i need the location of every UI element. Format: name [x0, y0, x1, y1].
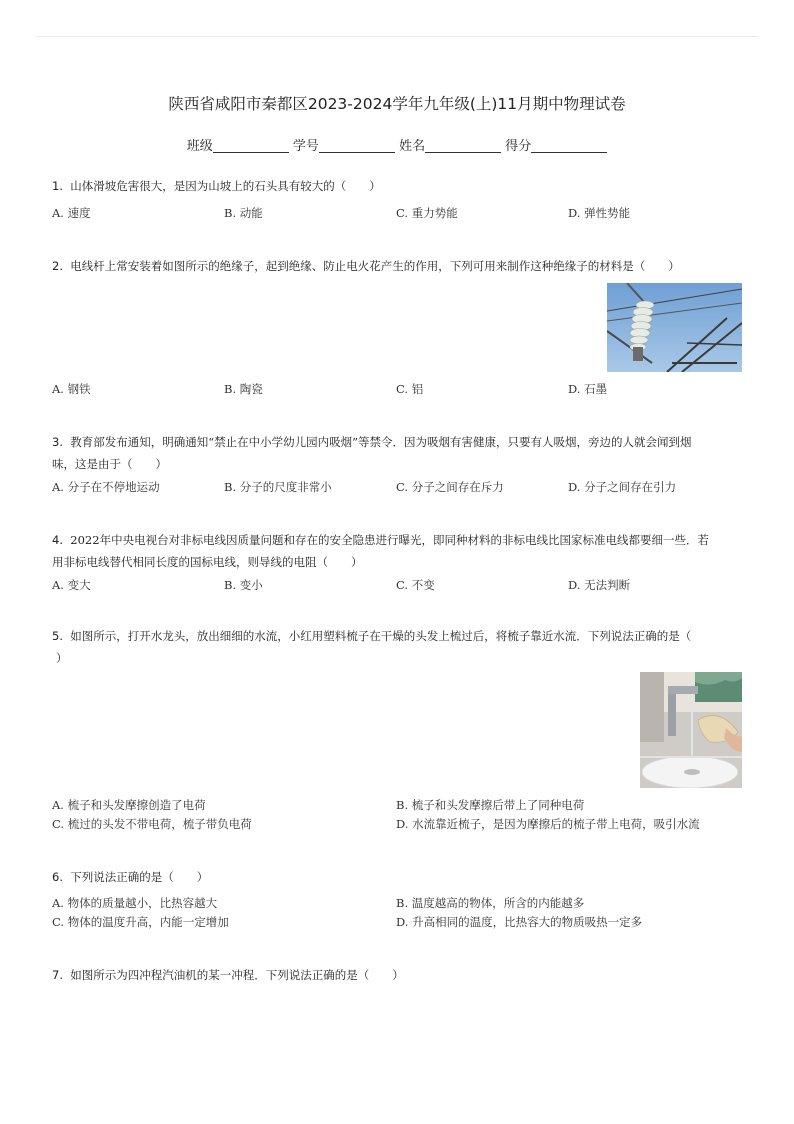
faucet-comb-image — [640, 672, 742, 788]
question-4 — [52, 529, 742, 573]
option-d[interactable]: D. 弹性势能 — [568, 206, 631, 220]
question-number: 5. — [52, 629, 63, 643]
question-text: 山体滑坡危害很大，是因为山坡上的石头具有较大的（ ） — [70, 179, 381, 193]
option-d[interactable]: D. 分子之间存在引力 — [568, 480, 677, 494]
option-a[interactable]: A. 速度 — [52, 206, 91, 220]
question-stem — [52, 964, 742, 986]
question-1 — [52, 175, 742, 197]
option-b[interactable]: B. 动能 — [224, 206, 263, 220]
option-b[interactable]: B. 分子的尺度非常小 — [224, 480, 332, 494]
option-c[interactable]: C. 分子之间存在斥力 — [396, 480, 504, 494]
question-number: 2. — [52, 259, 63, 273]
question-number: 4. — [52, 533, 63, 547]
question-stem — [52, 625, 742, 647]
question-number: 6. — [52, 870, 63, 884]
question-text: 如图所示，打开水龙头，放出细细的水流，小红用塑料梳子在干燥的头发上梳过后，将梳子靠近水流．下列说法正确的是（ — [70, 629, 692, 643]
option-d[interactable]: D. 水流靠近梳子，是因为摩擦后的梳子带上电荷，吸引水流 — [396, 817, 700, 831]
question-text-continued: 用非标电线替代相同长度的国标电线，则导线的电阻（ ） — [52, 555, 363, 569]
question-text-continued: ） — [56, 651, 68, 665]
option-c[interactable]: C. 重力势能 — [396, 206, 458, 220]
top-divider — [36, 36, 758, 37]
question-stem — [52, 175, 742, 197]
faucet-comb-photo — [640, 672, 742, 788]
score-blank[interactable] — [531, 138, 607, 153]
option-b[interactable]: B. 变小 — [224, 578, 263, 592]
question-7 — [52, 964, 742, 986]
option-a[interactable]: A. 物体的质量越小，比热容越大 — [52, 896, 218, 910]
question-text-continued: 味，这是由于（ ） — [52, 457, 167, 471]
question-6 — [52, 866, 742, 888]
student-id-blank[interactable] — [319, 138, 395, 153]
option-a[interactable]: A. 变大 — [52, 578, 91, 592]
page-title: 陕西省咸阳市秦都区2023-2024学年九年级(上)11月期中物理试卷 — [168, 95, 626, 113]
option-a[interactable]: A. 分子在不停地运动 — [52, 480, 160, 494]
question-2 — [52, 255, 742, 277]
option-b[interactable]: B. 梳子和头发摩擦后带上了同种电荷 — [396, 798, 585, 812]
insulator-image — [607, 283, 742, 372]
name-blank[interactable] — [425, 138, 501, 153]
option-c[interactable]: C. 铝 — [396, 382, 424, 396]
class-label: 班级 — [186, 139, 213, 154]
option-d[interactable]: D. 升高相同的温度，比热容大的物质吸热一定多 — [396, 915, 643, 929]
question-stem — [52, 529, 742, 551]
question-number: 7. — [52, 968, 63, 982]
question-text: 教育部发布通知，明确通知“禁止在中小学幼儿园内吸烟”等禁令．因为吸烟有害健康，只要有人吸烟，旁边的人就会闻到烟 — [70, 435, 692, 449]
question-text: 电线杆上常安装着如图所示的绝缘子，起到绝缘、防止电火花产生的作用，下列可用来制作这种绝缘子的材料是（ ） — [70, 259, 680, 273]
option-d[interactable]: D. 石墨 — [568, 382, 608, 396]
option-c[interactable]: C. 物体的温度升高，内能一定增加 — [52, 915, 229, 929]
option-b[interactable]: B. 陶瓷 — [224, 382, 263, 396]
question-text: 如图所示为四冲程汽油机的某一冲程．下列说法正确的是（ ） — [70, 968, 404, 982]
question-3 — [52, 431, 742, 475]
student-info-row — [0, 135, 794, 154]
option-a[interactable]: A. 钢铁 — [52, 382, 91, 396]
class-blank[interactable] — [213, 138, 289, 153]
option-c[interactable]: C. 梳过的头发不带电荷，梳子带负电荷 — [52, 817, 252, 831]
question-text: 2022年中央电视台对非标电线因质量问题和存在的安全隐患进行曝光，即同种材料的非标电线比国家标准电线都要细一些．若 — [70, 533, 710, 547]
question-number: 3. — [52, 435, 63, 449]
score-label: 得分 — [505, 139, 532, 154]
question-stem — [52, 431, 742, 453]
name-label: 姓名 — [399, 139, 426, 154]
question-stem — [52, 866, 742, 888]
option-d[interactable]: D. 无法判断 — [568, 578, 631, 592]
student-id-label: 学号 — [292, 139, 319, 154]
insulator-photo — [607, 283, 742, 372]
question-stem — [52, 255, 742, 277]
question-text: 下列说法正确的是（ ） — [70, 870, 209, 884]
option-b[interactable]: B. 温度越高的物体，所含的内能越多 — [396, 896, 585, 910]
option-c[interactable]: C. 不变 — [396, 578, 435, 592]
question-number: 1. — [52, 179, 63, 193]
question-5 — [52, 625, 742, 669]
option-a[interactable]: A. 梳子和头发摩擦创造了电荷 — [52, 798, 206, 812]
